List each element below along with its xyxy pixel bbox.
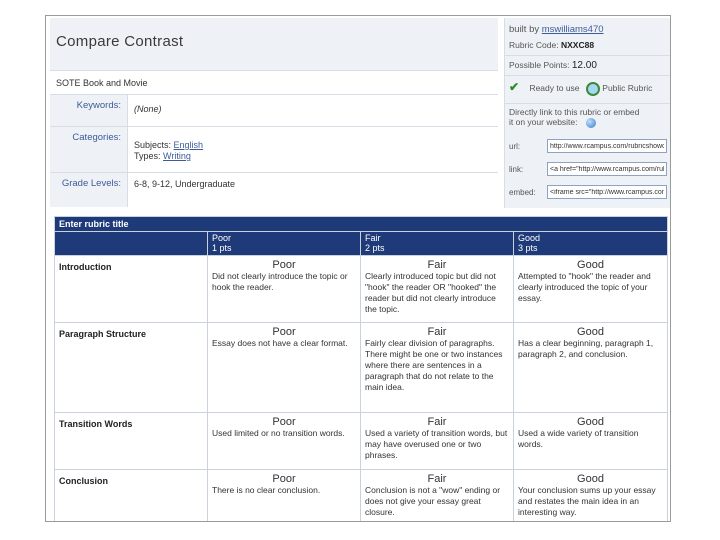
cell-level: Good <box>577 326 604 338</box>
cell-level: Fair <box>427 473 447 485</box>
embed-row <box>505 182 670 202</box>
grade-levels-label: Grade Levels: <box>50 173 128 207</box>
table-row <box>55 413 668 470</box>
cell-level: Good <box>577 416 604 428</box>
built-by-label: built by <box>509 24 540 35</box>
types-label: Types: <box>134 151 161 161</box>
link-row <box>505 159 670 179</box>
cell-level: Poor <box>272 473 296 485</box>
cell-text: Essay does not have a clear format. <box>212 338 348 348</box>
author-link[interactable]: mswilliams470 <box>541 24 604 35</box>
cell-text: Used limited or no transition words. <box>212 428 345 438</box>
grade-levels-row <box>50 173 498 207</box>
rubric-cell[interactable] <box>514 470 668 523</box>
cell-level: Fair <box>427 259 447 271</box>
cell-text: There is no clear conclusion. <box>212 485 321 495</box>
cell-level: Good <box>577 473 604 485</box>
level-name: Good <box>518 233 541 243</box>
url-field[interactable] <box>547 139 667 153</box>
categories-label: Categories: <box>50 127 128 172</box>
level-header-fair <box>361 232 514 256</box>
level-points: 3 pts <box>518 243 538 253</box>
rubric-sidebar <box>504 18 670 208</box>
public-rubric-label: Public Rubric <box>602 83 653 93</box>
cell-text: Fairly clear division of paragraphs. There might be one or two instances where there are sentences in a paragraph that do not relate to the main idea. <box>365 338 503 392</box>
level-points: 1 pts <box>212 243 232 253</box>
rubric-code-value: NXXC88 <box>560 40 595 50</box>
link-label: link: <box>509 164 524 174</box>
criterion-conclusion: Conclusion <box>55 470 208 523</box>
page-title: Compare Contrast <box>50 18 498 71</box>
criterion-transition-words: Transition Words <box>55 413 208 470</box>
rubric-cell[interactable] <box>208 256 361 323</box>
rubric-cell[interactable] <box>361 323 514 413</box>
level-header-good <box>514 232 668 256</box>
cell-text: Used a variety of transition words, but may have overused one or two phrases. <box>365 428 508 460</box>
level-name: Fair <box>365 233 381 243</box>
public-rubric-icon <box>586 82 600 96</box>
cell-level: Fair <box>427 416 447 428</box>
rubric-info-panel <box>50 18 498 207</box>
possible-points-label: Possible Points: <box>509 60 570 70</box>
subjects-label: Subjects: <box>134 140 172 150</box>
cell-text: Attempted to "hook" the reader and clearly introduced the topic of your essay. <box>518 271 651 303</box>
rubric-cell[interactable] <box>514 323 668 413</box>
subject-link-english[interactable]: English <box>173 140 204 150</box>
rubric-cell[interactable] <box>361 413 514 470</box>
cell-text: Used a wide variety of transition words. <box>518 428 639 449</box>
embed-instructions-2: it on your website: <box>509 117 578 127</box>
link-field[interactable] <box>547 162 667 176</box>
cell-level: Good <box>577 259 604 271</box>
embed-instructions-1: Directly link to this rubric or embed <box>509 107 640 117</box>
rubric-cell[interactable] <box>361 470 514 523</box>
rubric-title: Enter rubric title <box>55 217 668 232</box>
cell-text: Clearly introduced topic but did not "hook" the reader OR "hooked" the reader but did not clearly introduce the topic. <box>365 271 497 314</box>
cell-text: Your conclusion sums up your essay and restates the main idea in an interesting way. <box>518 485 656 517</box>
cell-text: Did not clearly introduce the topic or hook the reader. <box>212 271 348 292</box>
grade-levels-value: 6-8, 9-12, Undergraduate <box>134 179 236 189</box>
cell-text: Conclusion is not a "wow" ending or does not give your essay great closure. <box>365 485 501 517</box>
rubric-cell[interactable] <box>208 323 361 413</box>
rubric-cell[interactable] <box>208 470 361 523</box>
cell-level: Fair <box>427 326 447 338</box>
rubric-cell[interactable] <box>361 256 514 323</box>
url-label: url: <box>509 141 521 151</box>
type-link-writing[interactable]: Writing <box>163 151 191 161</box>
categories-row <box>50 127 498 173</box>
keywords-value: (None) <box>134 104 162 114</box>
table-row <box>55 256 668 323</box>
embed-field[interactable] <box>547 185 667 199</box>
rubric-code-label: Rubric Code: <box>509 40 559 50</box>
rubric-page <box>45 15 671 522</box>
rubric-table <box>54 216 668 522</box>
ready-to-use-label: Ready to use <box>529 83 580 93</box>
check-icon: ✔ <box>509 80 520 94</box>
criterion-paragraph-structure: Paragraph Structure <box>55 323 208 413</box>
criteria-header-blank <box>55 232 208 256</box>
rubric-cell[interactable] <box>514 413 668 470</box>
help-globe-icon[interactable] <box>586 118 596 128</box>
possible-points-value: 12.00 <box>571 60 597 71</box>
level-points: 2 pts <box>365 243 385 253</box>
table-row <box>55 470 668 523</box>
keywords-row <box>50 95 498 127</box>
rubric-cell[interactable] <box>514 256 668 323</box>
cell-level: Poor <box>272 416 296 428</box>
keywords-label: Keywords: <box>50 95 128 126</box>
embed-label: embed: <box>509 187 536 197</box>
cell-level: Poor <box>272 326 296 338</box>
url-row <box>505 136 670 156</box>
level-header-poor <box>208 232 361 256</box>
cell-text: Has a clear beginning, paragraph 1, paragraph 2, and conclusion. <box>518 338 654 359</box>
rubric-subtitle: SOTE Book and Movie <box>50 71 498 95</box>
table-row <box>55 323 668 413</box>
criterion-introduction: Introduction <box>55 256 208 323</box>
level-name: Poor <box>212 233 232 243</box>
rubric-cell[interactable] <box>208 413 361 470</box>
cell-level: Poor <box>272 259 296 271</box>
